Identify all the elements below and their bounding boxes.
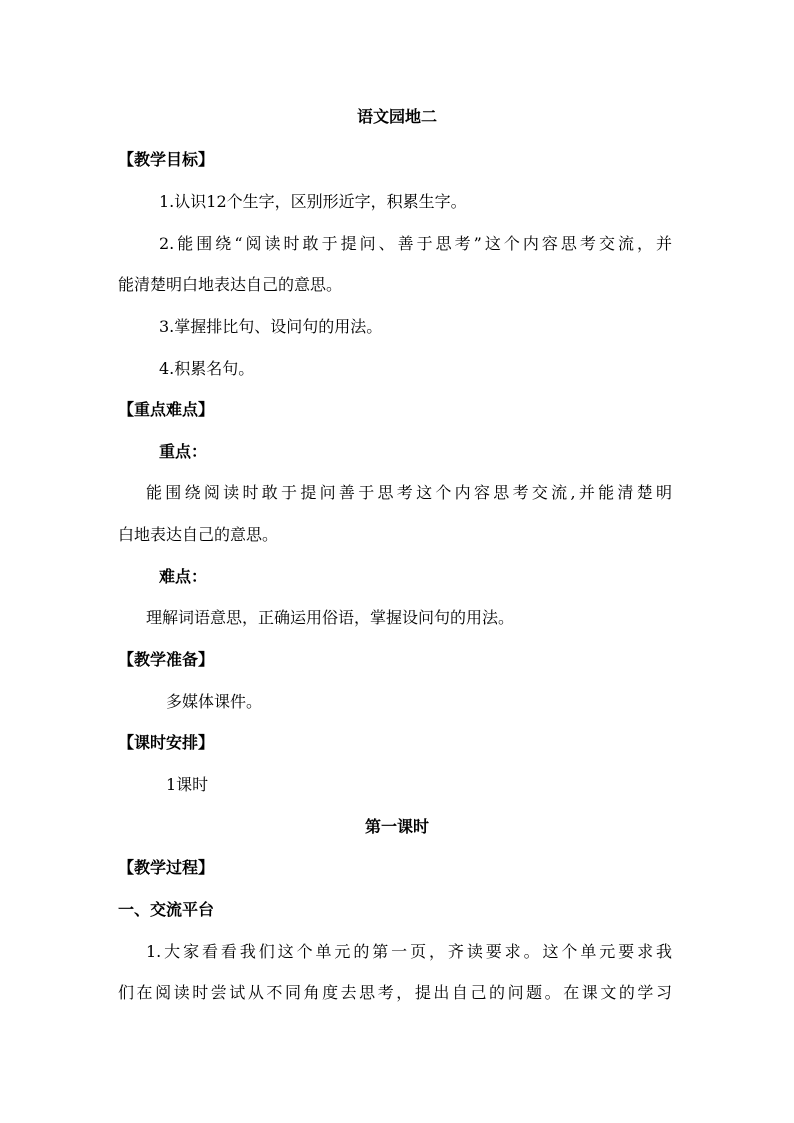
- process-section-title: 一、交流平台: [118, 900, 215, 919]
- document-title: 语文园地二: [356, 107, 437, 126]
- key-points-heading: 【重点难点】: [118, 400, 215, 419]
- preparation-heading: 【教学准备】: [118, 650, 215, 669]
- difficulty-label: 难点：: [159, 567, 208, 586]
- lesson-title: 第一课时: [364, 817, 429, 836]
- objective-item-4: 4.积累名句。: [159, 359, 255, 378]
- process-text-line-1: 1.大家看看我们这个单元的第一页，齐读要求。这个单元要求我: [146, 942, 672, 961]
- difficulty-text: 理解词语意思，正确运用俗语，掌握设问句的用法。: [146, 608, 515, 627]
- focus-label: 重点：: [159, 442, 208, 461]
- preparation-text: 多媒体课件。: [166, 692, 263, 711]
- schedule-text: 1课时: [166, 775, 209, 794]
- focus-text-line-1: 能围绕阅读时敢于提问善于思考这个内容思考交流,并能清楚明: [146, 483, 672, 502]
- process-heading: 【教学过程】: [118, 858, 215, 877]
- schedule-heading: 【课时安排】: [118, 733, 215, 752]
- objective-item-1: 1.认识12个生字，区别形近字，积累生字。: [159, 192, 467, 211]
- process-text-line-2: 们在阅读时尝试从不同角度去思考，提出自己的问题。在课文的学习: [118, 983, 672, 1002]
- objectives-heading: 【教学目标】: [118, 150, 215, 169]
- objective-item-3: 3.掌握排比句、设问句的用法。: [159, 317, 383, 336]
- focus-text-line-2: 白地表达自己的意思。: [118, 525, 279, 544]
- objective-item-2-cont: 能清楚明白地表达自己的意思。: [118, 275, 343, 294]
- objective-item-2: 2.能围绕“阅读时敢于提问、善于思考”这个内容思考交流，并: [159, 234, 672, 253]
